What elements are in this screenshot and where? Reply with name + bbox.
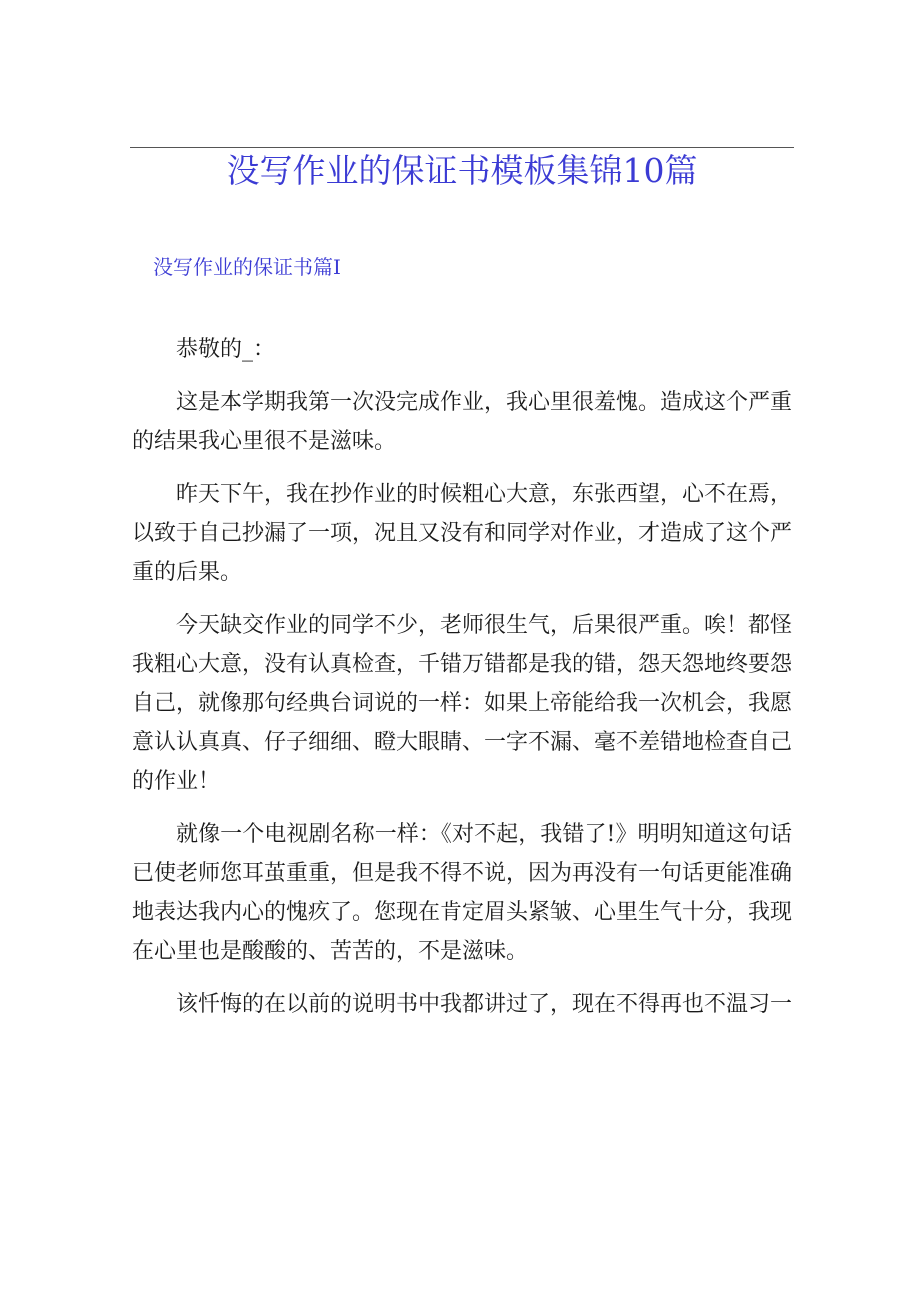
body-paragraph-5: 该忏悔的在以前的说明书中我都讲过了，现在不得再也不温习一 <box>176 992 793 1017</box>
section-heading: 没写作业的保证书篇I <box>153 255 341 279</box>
header-rule <box>130 147 794 148</box>
body-paragraph-4: 就像一个电视剧名称一样：《对不起，我错了!》明明知道这句话已使老师您耳茧重重，但是我不得不说，因为再没有一句话更能准确地表达我内心的愧疚了。您现在肯定眉头紧皱、心里生气十分，我现在心里也是酸酸的、苦苦的，不是滋味。 <box>132 822 793 964</box>
greeting-line: 恭敬的_： <box>176 337 276 362</box>
body-paragraph-3: 今天缺交作业的同学不少，老师很生气，后果很严重。唉！都怪我粗心大意，没有认真检查，千错万错都是我的错，怨天怨地终要怨自己，就像那句经典台词说的一样：如果上帝能给我一次机会，我愿意认认真真、仔子细细、瞪大眼睛、一字不漏、毫不差错地检查自己的作业！ <box>132 613 793 794</box>
document-title: 没写作业的保证书模板集锦10篇 <box>226 151 698 190</box>
body-paragraph-1: 这是本学期我第一次没完成作业，我心里很羞愧。造成这个严重的结果我心里很不是滋味。 <box>132 390 793 454</box>
document-body <box>132 330 792 1038</box>
body-paragraph-2: 昨天下午，我在抄作业的时候粗心大意，东张西望，心不在焉，以致于自己抄漏了一项，况且又没有和同学对作业，才造成了这个严重的后果。 <box>132 482 793 585</box>
